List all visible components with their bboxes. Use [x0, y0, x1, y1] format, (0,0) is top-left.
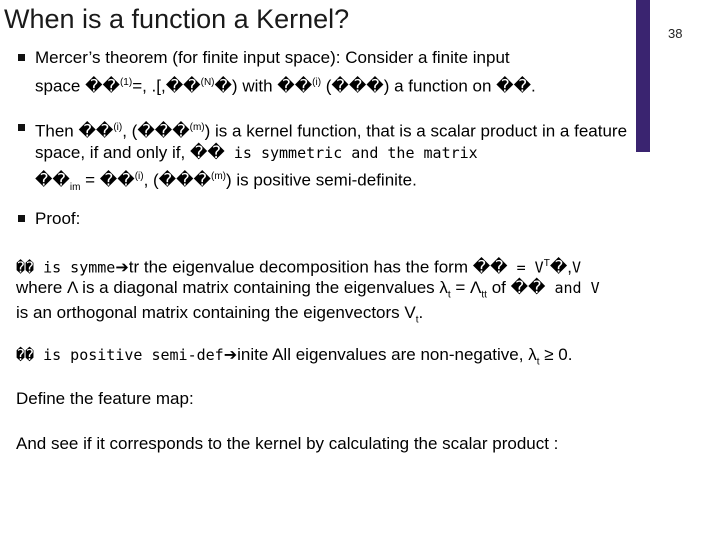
bullet-2-line-1 — [35, 118, 627, 142]
slide-title: When is a function a Kernel? — [4, 4, 350, 34]
superscript: T — [543, 258, 550, 269]
superscript: (i) — [113, 122, 123, 133]
proof-line-2 — [16, 278, 600, 305]
superscript: (i) — [134, 171, 144, 182]
subscript: t — [415, 314, 419, 326]
superscript: (1) — [119, 77, 133, 88]
bullet-3-proof: Proof: — [35, 209, 81, 228]
bullet-marker — [18, 215, 25, 222]
arrow-icon: ➔ — [223, 347, 238, 364]
text-span: space �� — [35, 76, 120, 96]
page-number: 38 — [668, 26, 683, 41]
text-span: Then �� — [35, 121, 114, 141]
text-span: space, if and only if, �� — [35, 143, 225, 162]
proof-line-4 — [16, 345, 572, 372]
text-span: �, — [549, 257, 572, 277]
text-span: ) is positive semi-definite. — [225, 170, 417, 190]
text-span: = �� — [80, 170, 135, 190]
bullet-1-line-1: Mercer’s theorem (for finite input space): Consider a finite input — [35, 48, 510, 67]
text-span: ≥ 0. — [539, 345, 573, 364]
subscript: t — [447, 289, 451, 301]
code-span: �� is positive semi-def — [16, 346, 224, 364]
bullet-2-line-3 — [35, 167, 417, 198]
text-span: , (��� — [143, 170, 211, 190]
text-span: �� — [35, 170, 70, 190]
proof-line-1 — [16, 254, 581, 279]
scalar-product-text: And see if it corresponds to the kernel by calculating the scalar product : — [16, 434, 559, 453]
code-span: �� is symme — [16, 258, 116, 277]
code-span: = V — [507, 258, 544, 277]
code-span: and V — [545, 279, 600, 297]
bullet-marker — [18, 54, 25, 61]
accent-bar — [636, 0, 650, 152]
subscript: tt — [481, 289, 487, 301]
superscript: (N) — [200, 77, 215, 88]
bullet-marker — [18, 124, 25, 131]
bullet-1-line-2 — [35, 73, 536, 97]
text-span: of �� — [486, 278, 546, 297]
code-span: V — [571, 258, 582, 277]
text-span: . — [418, 303, 424, 322]
text-span: tr the eigenvalue decomposition has the form �� — [128, 257, 508, 277]
superscript: (m) — [210, 171, 226, 182]
superscript: (i) — [312, 77, 322, 88]
text-span: , (��� — [122, 121, 190, 141]
text-span: �) with �� — [214, 76, 313, 96]
code-span: is symmetric and the matrix — [224, 144, 478, 162]
text-span: where Λ is a diagonal matrix containing the eigenvalues λ — [16, 278, 448, 297]
proof-line-3 — [16, 303, 423, 330]
arrow-icon: ➔ — [115, 259, 129, 277]
text-span: ) is a kernel function, that is a scalar product in a feature — [204, 121, 628, 141]
text-span: =, .[,�� — [132, 76, 201, 96]
feature-map-text: Define the feature map: — [16, 389, 194, 408]
text-span: is an orthogonal matrix containing the eigenvectors V — [16, 303, 416, 322]
text-span: inite All eigenvalues are non-negative, λ — [237, 345, 537, 364]
text-span: (���) a function on ��. — [321, 76, 536, 96]
text-span: = Λ — [450, 278, 482, 297]
bullet-2-line-2 — [35, 143, 478, 163]
superscript: (m) — [189, 122, 205, 133]
subscript: t — [536, 356, 540, 368]
subscript: im — [69, 182, 81, 194]
